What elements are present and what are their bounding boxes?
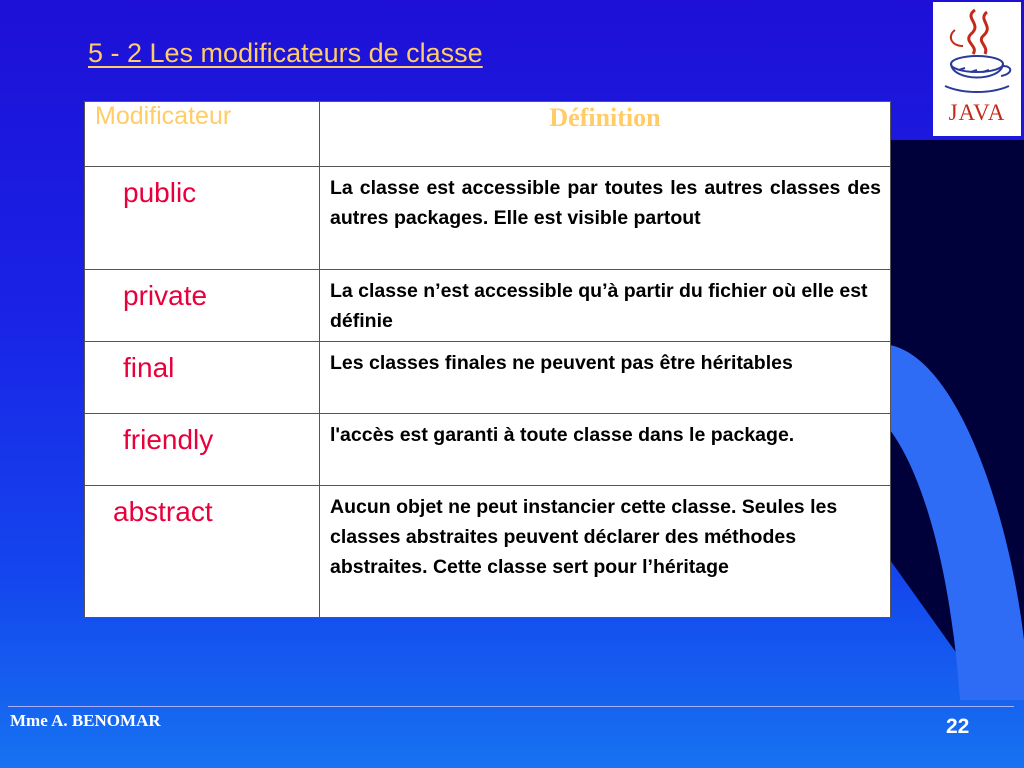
table-row xyxy=(85,414,891,486)
table-row xyxy=(85,342,891,414)
java-logo-text: JAVA xyxy=(948,100,1006,125)
modifier-definition: Aucun objet ne peut instancier cette classe. Seules les classes abstraites peuvent déclarer des méthodes abstraites. Cette classe sert pour l’héritage xyxy=(320,486,891,618)
modifier-definition: l'accès est garanti à toute classe dans le package. xyxy=(320,414,891,486)
java-logo xyxy=(933,2,1021,136)
modifier-keyword: public xyxy=(85,167,320,270)
footer-divider xyxy=(8,706,1014,707)
slide-title: 5 - 2 Les modificateurs de classe xyxy=(88,38,483,68)
table-row xyxy=(85,486,891,618)
table-row xyxy=(85,167,891,270)
modifier-keyword: abstract xyxy=(85,486,320,618)
modifier-keyword: private xyxy=(85,270,320,342)
header-definition: Définition xyxy=(320,102,891,167)
table-row xyxy=(85,270,891,342)
modifiers-table xyxy=(84,101,891,618)
table-header-row xyxy=(85,102,891,167)
modifier-keyword: final xyxy=(85,342,320,414)
header-modifier: Modificateur xyxy=(85,102,320,167)
modifier-keyword: friendly xyxy=(85,414,320,486)
modifier-definition: Les classes finales ne peuvent pas être héritables xyxy=(320,342,891,414)
page-number: 22 xyxy=(946,715,970,738)
coffee-cup-icon xyxy=(933,2,1021,98)
modifier-definition: La classe n’est accessible qu’à partir du fichier où elle est définie xyxy=(320,270,891,342)
modifier-definition: La classe est accessible par toutes les autres classes des autres packages. Elle est visible partout xyxy=(320,167,891,270)
footer-author: Mme A. BENOMAR xyxy=(10,711,161,730)
